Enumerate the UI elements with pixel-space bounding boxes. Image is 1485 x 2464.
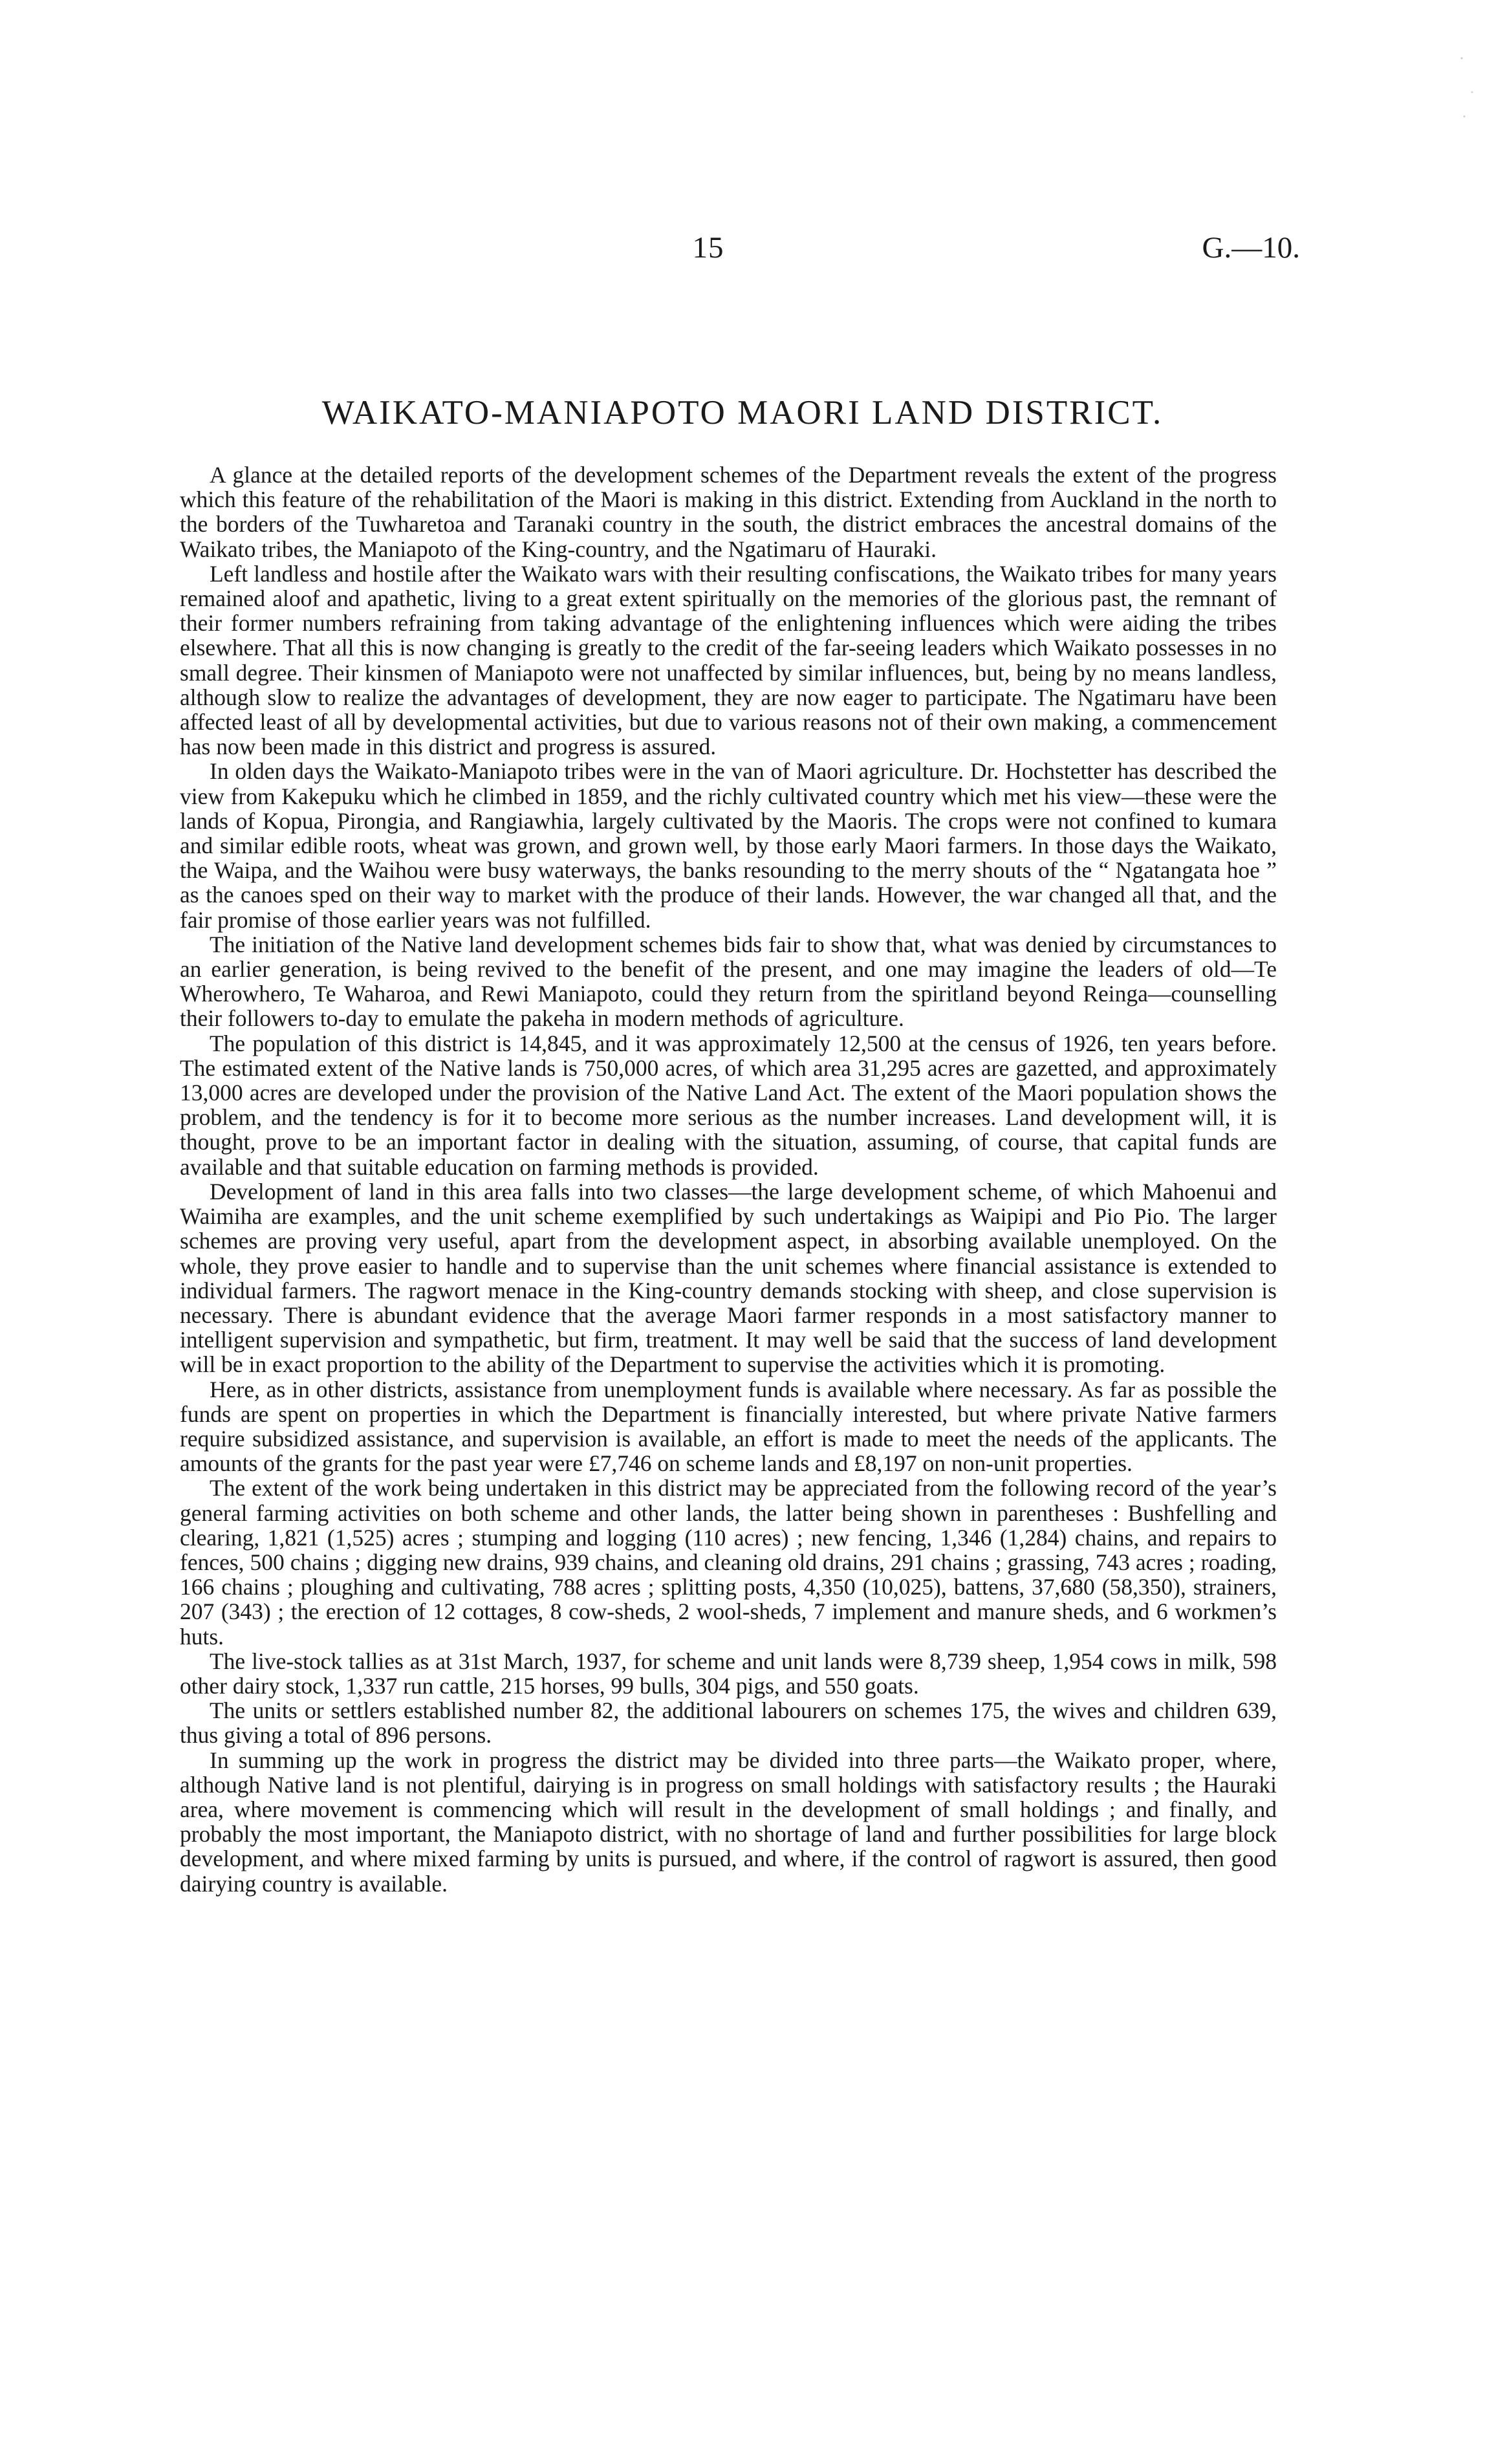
paragraph-3: In olden days the Waikato-Maniapoto tribes were in the van of Maori agriculture. Dr. Hochstetter has described the view from Kakepuku which he climbed in 1859, and the richly cultivated country which met his view—these were the lands of Kopua, Pirongia, and Rangiawhia, largely cultivated by the Maoris. The crops were not confined to kumara and similar edible roots, wheat was grown, and grown well, by those early Maori farmers. In those days the Waikato, the Waipa, and the Waihou were busy waterways, the banks resounding to the merry shouts of the “ Ngatangata hoe ” as the canoes sped on their way to market with the produce of their lands. However, the war changed all that, and the fair promise of those earlier years was not fulfilled. (180, 758, 1277, 933)
page-title: WAIKATO-MANIAPOTO MAORI LAND DISTRICT. (321, 394, 1164, 431)
paragraph-2: Left landless and hostile after the Waikato wars with their resulting confiscations, the Waikato tribes for many years remained aloof and apathetic, living to a great extent spiritually on the memories of the glorious past, the remnant of their former numbers refraining from taking advantage of the enlightening influences which were aiding the tribes elsewhere. That all this is now changing is greatly to the credit of the far-seeing leaders which Waikato possesses in no small degree. Their kinsmen of Maniapoto were not unaffected by similar influences, but, being by no means landless, although slow to realize the advantages of development, they are now eager to participate. The Ngatimaru have been affected least of all by developmental activities, but due to various reasons not of their own making, a commencement has now been made in this district and progress is assured. (180, 560, 1277, 760)
body-text (180, 463, 1277, 1896)
paragraph-6: Development of land in this area falls into two classes—the large development scheme, of which Mahoenui and Waimiha are examples, and the unit scheme exemplified by such undertakings as Waipipi and Pio Pio. The larger schemes are proving very useful, apart from the development aspect, in absorbing available unemployed. On the whole, they prove easier to handle and to supervise than the unit schemes where financial assistance is extended to individual farmers. The ragwort menace in the King-country demands stocking with sheep, and close supervision is necessary. There is abundant evidence that the average Maori farmer responds in a most satisfactory manner to intelligent supervision and sympathetic, but firm, treatment. It may well be said that the success of land development will be in exact proportion to the ability of the Department to supervise the activities which it is promoting. (180, 1178, 1277, 1378)
page-number: 15 (692, 231, 724, 265)
paragraph-9: The live-stock tallies as at 31st March, 1937, for scheme and unit lands were 8,739 sheep, 1,954 cows in milk, 598 other dairy stock, 1,337 run cattle, 215 horses, 99 bulls, 304 pigs, and 550 goats. (180, 1648, 1277, 1699)
paragraph-8: The extent of the work being undertaken in this district may be appreciated from the following record of the year’s general farming activities on both scheme and other lands, the latter being shown in parentheses : Bushfelling and clearing, 1,821 (1,525) acres ; stumping and logging (110 acres) ; new fencing, 1,346 (1,284) chains, and repairs to fences, 500 chains ; digging new drains, 939 chains, and cleaning old drains, 291 chains ; grassing, 743 acres ; roading, 166 chains ; ploughing and cultivating, 788 acres ; splitting posts, 4,350 (10,025), battens, 37,680 (58,350), strainers, 207 (343) ; the erection of 12 cottages, 8 cow-sheds, 2 wool-sheds, 7 implement and manure sheds, and 6 workmen’s huts. (180, 1475, 1277, 1650)
paragraph-5: The population of this district is 14,845, and it was approximately 12,500 at the census of 1926, ten years before. The estimated extent of the Native lands is 750,000 acres, of which area 31,295 acres are gazetted, and approximately 13,000 acres are developed under the provision of the Native Land Act. The extent of the Maori population shows the problem, and the tendency is for it to become more serious as the number increases. Land development will, it is thought, prove to be an important factor in dealing with the situation, assuming, of course, that capital funds are available and that suitable education on farming methods is provided. (180, 1030, 1277, 1180)
scan-artifact (1454, 39, 1480, 136)
paragraph-4: The initiation of the Native land development schemes bids fair to show that, what was denied by circumstances to an earlier generation, is being revived to the benefit of the present, and one may imagine the leaders of old—Te Wherowhero, Te Waharoa, and Rewi Maniapoto, could they return from the spiritland beyond Reinga—counselling their followers to-day to emulate the pakeha in modern methods of agriculture. (180, 931, 1277, 1032)
paragraph-1: A glance at the detailed reports of the development schemes of the Department reveals the extent of the progress which this feature of the rehabilitation of the Maori is making in this district. Extending from Auckland in the north to the borders of the Tuwharetoa and Taranaki country in the south, the district embraces the ancestral domains of the Waikato tribes, the Maniapoto of the King-country, and the Ngatimaru of Hauraki. (180, 462, 1277, 562)
paragraph-7: Here, as in other districts, assistance from unemployment funds is available where necessary. As far as possible the funds are spent on properties in which the Department is financially interested, but where private Native farmers require subsidized assistance, and supervision is available, an effort is made to meet the needs of the applicants. The amounts of the grants for the past year were £7,746 on scheme lands and £8,197 on non-unit properties. (180, 1376, 1277, 1477)
paragraph-11: In summing up the work in progress the district may be divided into three parts—the Waikato proper, where, although Native land is not plentiful, dairying is in progress on small holdings with satisfactory results ; the Hauraki area, where movement is commencing which will result in the development of small holdings ; and finally, and probably the most important, the Maniapoto district, with no shortage of land and further possibilities for large block development, and where mixed farming by units is pursued, and where, if the control of ragwort is assured, then good dairying country is available. (180, 1747, 1277, 1897)
paragraph-10: The units or settlers established number 82, the additional labourers on schemes 175, the wives and children 639, thus giving a total of 896 persons. (180, 1697, 1277, 1749)
document-reference: G.—10. (1202, 231, 1300, 265)
